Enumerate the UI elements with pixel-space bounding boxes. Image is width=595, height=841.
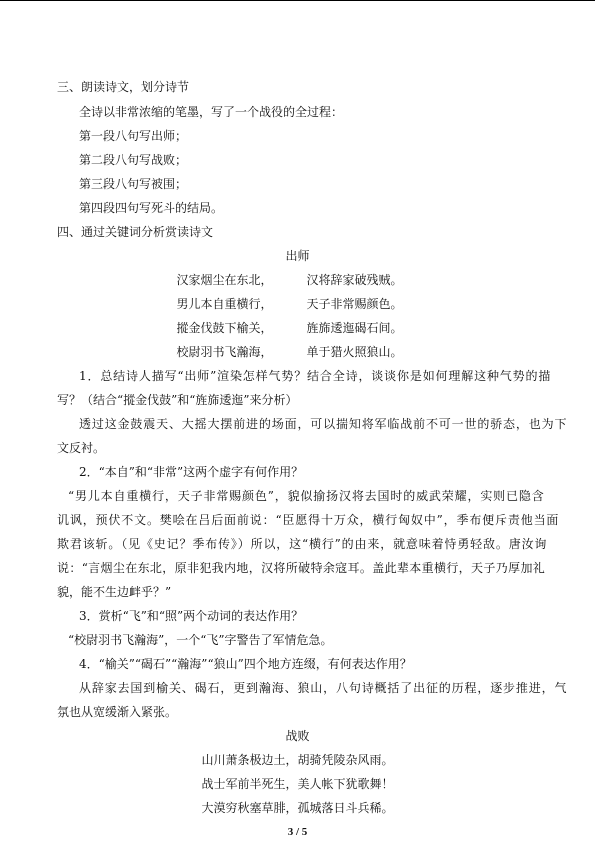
poem-line: 山川萧条极边土，胡骑凭陵杂风雨。 [201, 753, 394, 767]
poem-half-line: 摐金伐鼓下榆关， [176, 321, 273, 335]
paragraph-line: 第二段八句写战败； [79, 153, 188, 167]
paragraph-line: 第四段四句写死斗的结局。 [79, 201, 224, 215]
poem-line [0, 296, 595, 312]
poem-half-line: 校尉羽书飞瀚海， [176, 345, 273, 359]
poem-line [0, 344, 595, 360]
answer-line: “校尉羽书飞瀚海”，一个“飞”字警告了军情危急。 [68, 633, 333, 647]
poem-half-line: 旌旆逶迤碣石间。 [306, 321, 403, 335]
question-line: 1．总结诗人描写“出师”渲染怎样气势？结合全诗，谈谈你是如何理解这种气势的描 [79, 369, 552, 383]
poem-half-line: 男儿本自重横行， [176, 297, 273, 311]
answer-line: 透过这金鼓震天、大摇大摆前进的场面，可以揣知将军临战前不可一世的骄态，也为下 [79, 417, 568, 431]
poem-line [0, 272, 595, 288]
answer-line: 文反衬。 [57, 441, 106, 455]
poem-half-line: 天子非常赐颜色。 [306, 297, 403, 311]
answer-line: 讥讽，预伏不文。樊哙在吕后面前说：“臣愿得十万众，横行匈奴中”，季布便斥责他当面 [57, 513, 560, 527]
answer-line: 貌，能不生边衅乎？” [57, 585, 172, 599]
question-line: 2．“本自”和“非常”这两个虚字有何作用？ [79, 465, 304, 479]
question-line: 写？（结合“摐金伐鼓”和“旌旆逶迤”来分析） [57, 393, 298, 407]
section-heading-4: 四、通过关键词分析赏读诗文 [57, 225, 214, 239]
poem-title: 出师 [285, 249, 310, 263]
poem-line [0, 320, 595, 336]
answer-line: 说：“言烟尘在东北，原非犯我内地，汉将所破特余寇耳。盖此辈本重横行，天子乃厚加礼 [57, 561, 546, 575]
poem-line: 战士军前半死生，美人帐下犹歌舞！ [201, 777, 394, 791]
paragraph-line: 第三段八句写被围； [79, 177, 188, 191]
paragraph-line: 全诗以非常浓缩的笔墨，写了一个战役的全过程： [79, 105, 344, 119]
poem-title: 战败 [285, 729, 310, 743]
answer-line: “男儿本自重横行，天子非常赐颜色”，貌似揄扬汉将去国时的威武荣耀，实则已隐含 [68, 489, 545, 503]
answer-line: 从辞家去国到榆关、碣石，更到瀚海、狼山，八句诗概括了出征的历程，逐步推进，气 [79, 681, 568, 695]
poem-half-line: 单于猎火照狼山。 [306, 345, 403, 359]
section-heading-3: 三、朗读诗文，划分诗节 [57, 80, 190, 94]
poem-half-line: 汉将辞家破残贼。 [306, 273, 403, 287]
paragraph-line: 第一段八句写出师； [79, 129, 188, 143]
answer-line: 欺君该斩。（见《史记？季布传》）所以，这“横行”的由来，就意味着恃勇轻敌。唐汝询 [57, 537, 548, 551]
answer-line: 氛也从宽缓渐入紧张。 [57, 705, 178, 719]
poem-half-line: 汉家烟尘在东北， [176, 273, 273, 287]
question-line: 4．“榆关”“碣石”“瀚海”“狼山”四个地方连缀，有何表达作用？ [79, 657, 412, 671]
poem-line: 大漠穷秋塞草腓，孤城落日斗兵稀。 [201, 801, 394, 815]
question-line: 3．赏析“飞”和“照”两个动词的表达作用？ [79, 609, 304, 623]
page-number: 3 / 5 [287, 826, 308, 838]
header-rule [0, 0, 595, 1]
